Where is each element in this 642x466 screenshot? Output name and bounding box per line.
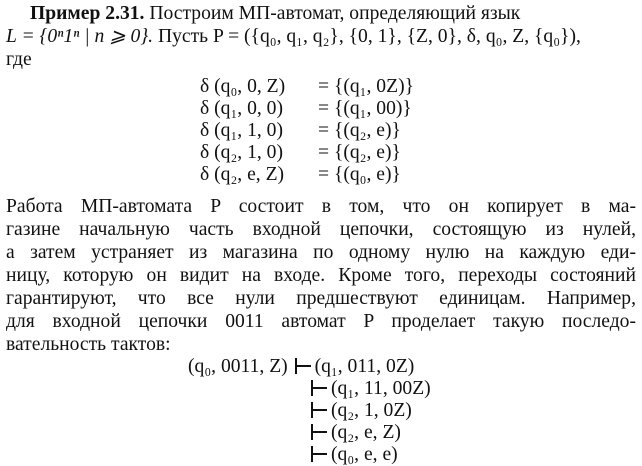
turnstile-symbol bbox=[309, 424, 329, 440]
paragraph-line: гарантируют, что все нули предшествуют единицам. Например, bbox=[6, 288, 636, 309]
paragraph-line: газине начальную часть входной цепочки, состоящую из нулей, bbox=[6, 219, 636, 240]
transition-rhs: = {(q₁, 00)} bbox=[318, 98, 412, 119]
trace-step: (q₁, 11, 00Z) bbox=[331, 378, 431, 399]
transition-row bbox=[200, 142, 401, 164]
transition-row bbox=[200, 120, 401, 142]
trace-step: (q₀, e, e) bbox=[331, 444, 398, 465]
example-where: где bbox=[6, 49, 32, 70]
example-intro-2: Пусть P = ({q₀, q₁, q₂}, {0, 1}, {Z, 0}, δ, q₀, Z, {q₀}), bbox=[157, 26, 581, 47]
transition-row bbox=[200, 76, 414, 98]
turnstile-symbol bbox=[309, 446, 329, 462]
language-definition: L = {0ⁿ1ⁿ | n ⩾ 0}. bbox=[6, 26, 154, 47]
paragraph-line: ницу, которую он видит на входе. Кроме того, переходы состояний bbox=[6, 265, 636, 286]
example-definition-line bbox=[6, 26, 636, 48]
paragraph-line: Работа МП-автомата P состоит в том, что он копирует в ма- bbox=[6, 196, 636, 217]
transition-lhs: δ (q₁, 1, 0) bbox=[200, 120, 283, 141]
paragraph-line: вательность тактов: bbox=[6, 334, 171, 355]
paragraph-line: а затем устраняет из магазина по одному нулю на каждую еди- bbox=[6, 242, 636, 263]
transition-lhs: δ (q₀, 0, Z) bbox=[200, 76, 286, 97]
trace-row bbox=[188, 356, 414, 378]
trace-row bbox=[309, 444, 398, 466]
transition-rhs: = {(q₀, e)} bbox=[318, 164, 401, 185]
trace-row bbox=[309, 422, 401, 444]
transition-rhs: = {(q₁, 0Z)} bbox=[318, 76, 414, 97]
transition-row bbox=[200, 164, 401, 186]
transition-lhs: δ (q₂, 1, 0) bbox=[200, 142, 283, 163]
trace-row bbox=[309, 400, 412, 422]
transition-rhs: = {(q₂, e)} bbox=[318, 142, 401, 163]
transition-lhs: δ (q₁, 0, 0) bbox=[200, 98, 283, 119]
transition-rhs: = {(q₂, e)} bbox=[318, 120, 401, 141]
turnstile-symbol bbox=[293, 358, 313, 374]
trace-start-config: (q₀, 0011, Z) bbox=[188, 356, 288, 377]
example-intro-1: Построим МП-автомат, определяющий язык bbox=[149, 3, 521, 24]
transition-row bbox=[200, 98, 412, 120]
paragraph-line: для входной цепочки 0011 автомат P проделает такую последо- bbox=[6, 311, 636, 332]
turnstile-symbol bbox=[309, 402, 329, 418]
trace-step: (q₂, 1, 0Z) bbox=[331, 400, 412, 421]
transition-lhs: δ (q₂, e, Z) bbox=[200, 164, 285, 185]
trace-step: (q₁, 011, 0Z) bbox=[314, 356, 415, 377]
example-label: Пример 2.31. bbox=[30, 3, 145, 24]
trace-step: (q₂, e, Z) bbox=[331, 422, 401, 443]
trace-row bbox=[309, 378, 431, 400]
example-heading-line bbox=[30, 3, 635, 25]
turnstile-symbol bbox=[309, 380, 329, 396]
